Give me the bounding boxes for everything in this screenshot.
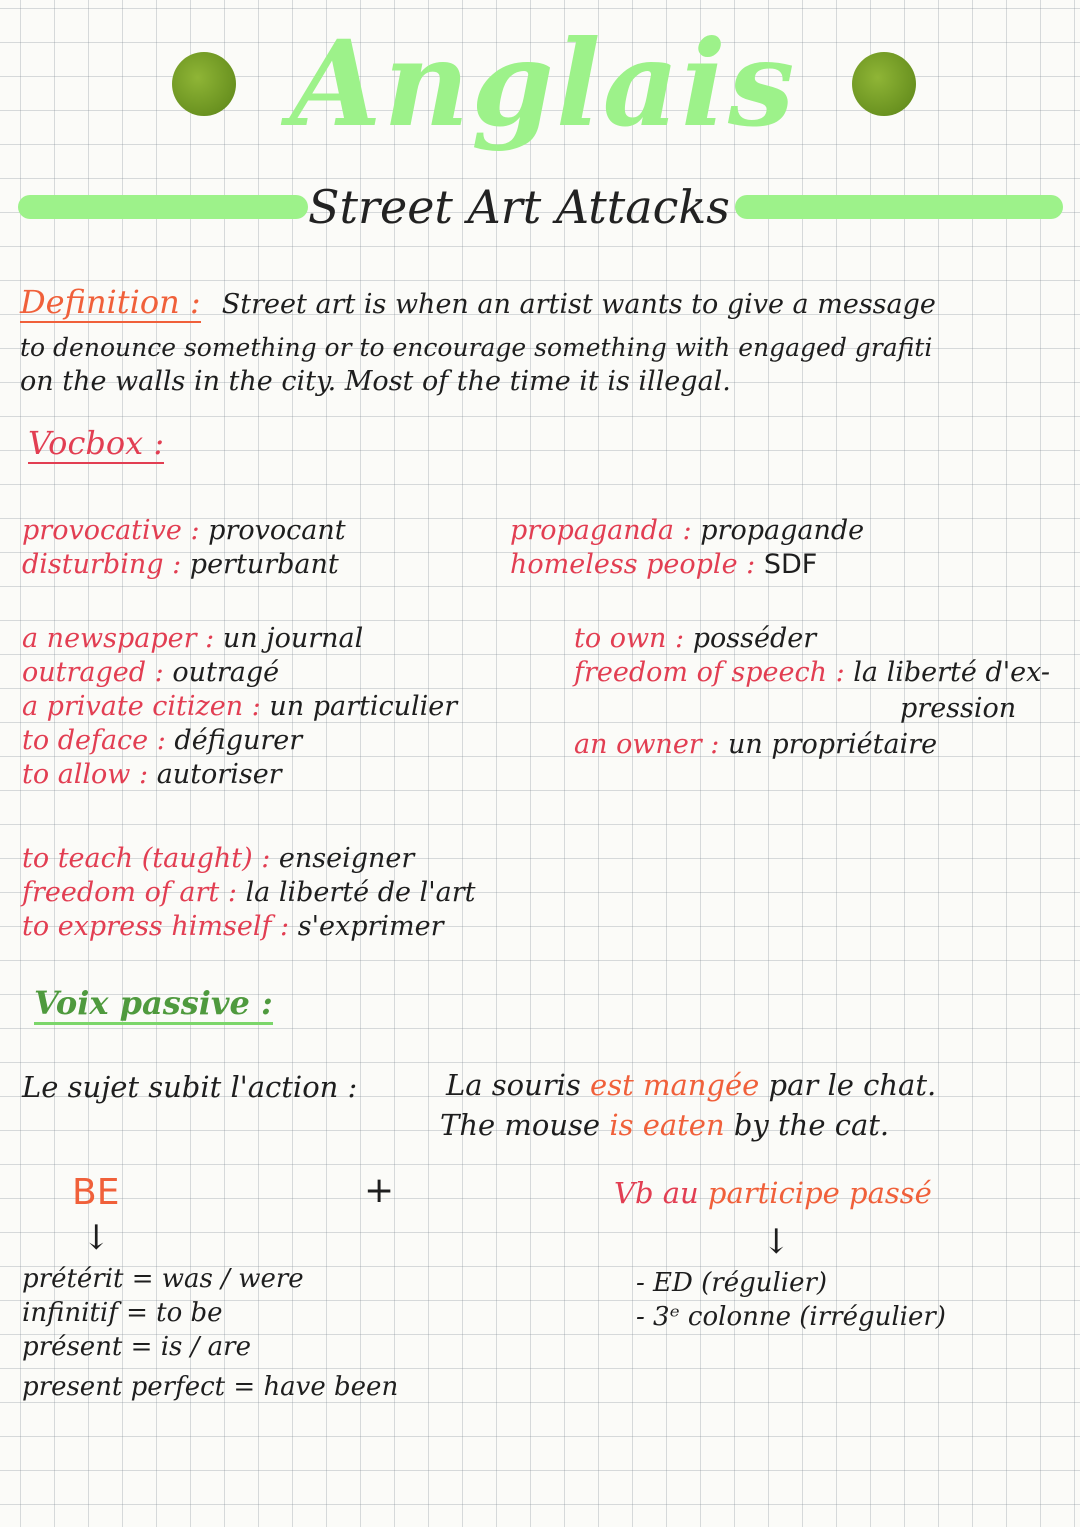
- vocab-label: Vocbox :: [28, 424, 165, 462]
- passive-voice-label: Voix passive :: [34, 984, 273, 1025]
- binder-hole-left: [172, 52, 236, 116]
- vocab-item: propaganda : propagande: [510, 515, 865, 546]
- page-subtitle: Street Art Attacks: [308, 180, 730, 234]
- be-form: infinitif = to be: [22, 1298, 223, 1328]
- passive-example-en: The mouse is eaten by the cat.: [440, 1108, 890, 1142]
- vocab-item: freedom of speech : la liberté d'ex-: [574, 657, 1051, 688]
- down-arrow-icon: ↓: [762, 1222, 791, 1262]
- vocab-item: an owner : un propriétaire: [574, 729, 938, 760]
- participle-label: Vb au participe passé: [614, 1176, 932, 1210]
- vocab-item: to own : posséder: [574, 623, 817, 654]
- vocab-item: disturbing : perturbant: [22, 549, 339, 580]
- participle-form: - ED (régulier): [636, 1268, 828, 1298]
- vocab-item: to allow : autoriser: [22, 759, 282, 790]
- definition-line: to denounce something or to encourage something with engaged grafiti: [20, 333, 933, 362]
- definition-line: Street art is when an artist wants to give a message: [221, 289, 936, 320]
- be-form: prétérit = was / were: [22, 1264, 304, 1294]
- vocab-item-continuation: pression: [900, 693, 1017, 724]
- plus-sign: +: [364, 1170, 395, 1211]
- vocab-item: a private citizen : un particulier: [22, 691, 458, 722]
- be-form: présent = is / are: [22, 1332, 251, 1362]
- vocab-item: to express himself : s'exprimer: [22, 911, 444, 942]
- definition-section: [20, 283, 936, 322]
- be-label: BE: [72, 1172, 120, 1213]
- vocab-item: freedom of art : la liberté de l'art: [22, 877, 476, 908]
- vocab-item: outraged : outragé: [22, 657, 280, 688]
- binder-hole-right: [852, 52, 916, 116]
- vocab-item: a newspaper : un journal: [22, 623, 364, 654]
- vocab-item: to deface : défigurer: [22, 725, 303, 756]
- passive-rule: Le sujet subit l'action :: [22, 1070, 358, 1104]
- participle-form: - 3ᵉ colonne (irrégulier): [636, 1302, 946, 1332]
- be-form: present perfect = have been: [22, 1372, 399, 1402]
- definition-label: Definition :: [20, 283, 201, 321]
- vocab-item: to teach (taught) : enseigner: [22, 843, 415, 874]
- passive-example-fr: La souris est mangée par le chat.: [446, 1068, 937, 1102]
- definition-line: on the walls in the city. Most of the time it is illegal.: [20, 366, 731, 397]
- page-title: Anglais: [290, 14, 797, 153]
- vocab-item: homeless people : SDF: [510, 549, 818, 580]
- down-arrow-icon: ↓: [82, 1218, 111, 1258]
- vocab-item: provocative : provocant: [22, 515, 346, 546]
- title-highlight-bar-left: [18, 195, 308, 219]
- title-highlight-bar-right: [735, 195, 1063, 219]
